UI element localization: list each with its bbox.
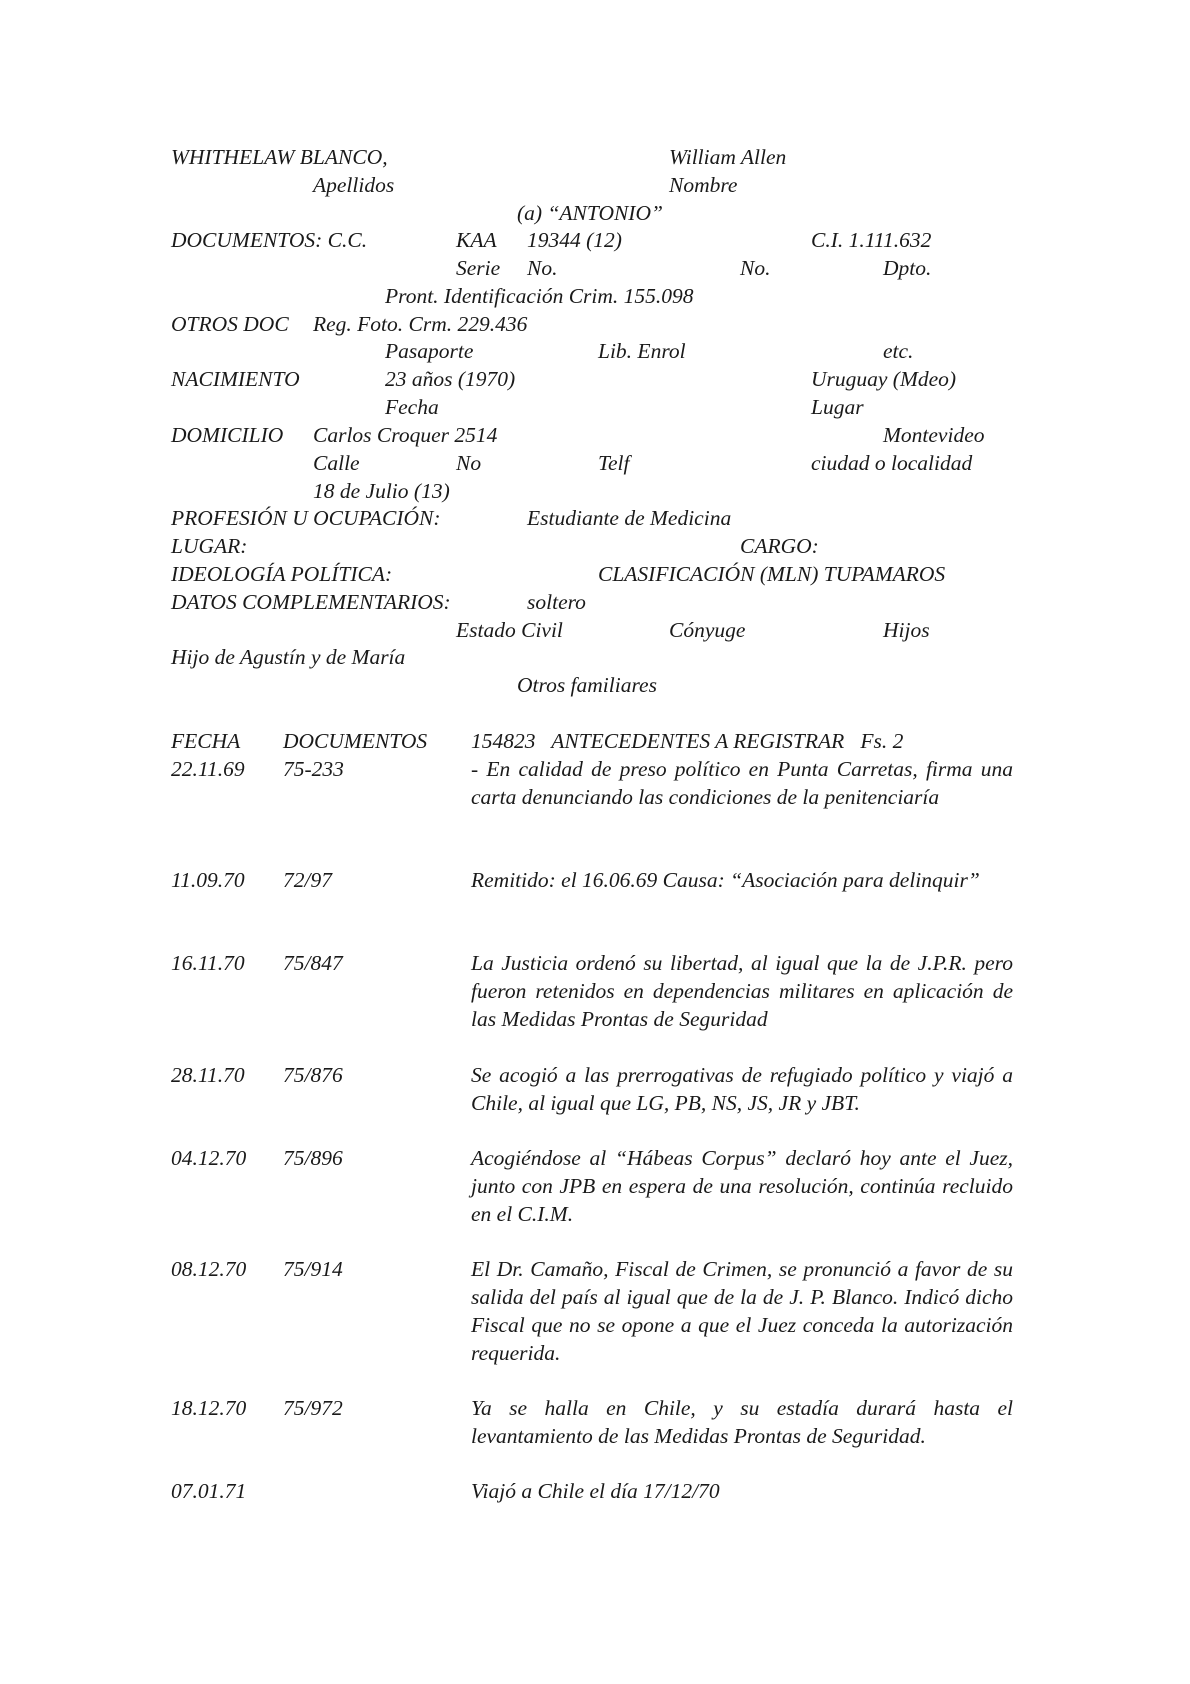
datos-complementarios-label: DATOS COMPLEMENTARIOS: xyxy=(171,590,451,614)
serie-label: Serie xyxy=(456,256,501,280)
table-row-fecha: 18.12.70 xyxy=(171,1396,247,1420)
nombre-value: William Allen xyxy=(669,145,787,169)
lugar-trabajo-label: LUGAR: xyxy=(171,534,248,558)
table-row-fecha: 11.09.70 xyxy=(171,868,245,892)
domicilio-extra: 18 de Julio (13) xyxy=(313,479,450,503)
profesion-value: Estudiante de Medicina xyxy=(527,506,732,530)
table-row-text: Ya se halla en Chile, y su estadía durará hasta el levantamiento de las Medidas Prontas de Seguridad. xyxy=(471,1396,1013,1448)
domicilio-ciudad: Montevideo xyxy=(883,423,985,447)
hijos-label: Hijos xyxy=(883,618,930,642)
table-row-fecha: 08.12.70 xyxy=(171,1257,247,1281)
nacimiento-fecha: 23 años (1970) xyxy=(385,367,516,391)
cc-serie: KAA xyxy=(456,228,497,252)
lugar-label: Lugar xyxy=(811,395,864,419)
conyuge-label: Cónyuge xyxy=(669,618,746,642)
table-row-text: Viajó a Chile el día 17/12/70 xyxy=(471,1479,720,1503)
calle-label: Calle xyxy=(313,451,360,475)
table-row-doc: 72/97 xyxy=(283,868,332,892)
fecha-label: Fecha xyxy=(385,395,439,419)
cargo-label: CARGO: xyxy=(740,534,819,558)
col-header-documentos: DOCUMENTOS xyxy=(283,729,428,753)
table-row-text: Se acogió a las prerrogativas de refugiado político y viajó a Chile, al igual que LG, PB, NS, JS, JR y JBT. xyxy=(471,1063,1013,1115)
domicilio-calle: Carlos Croquer 2514 xyxy=(313,423,498,447)
nacimiento-label: NACIMIENTO xyxy=(171,367,300,391)
table-row-text: La Justicia ordenó su libertad, al igual que la de J.P.R. pero fueron retenidos en dependencias militares en aplicación de las Medidas Prontas de Seguridad xyxy=(471,951,1013,1031)
table-row-doc: 75/896 xyxy=(283,1146,343,1170)
table-row-fecha: 22.11.69 xyxy=(171,757,245,781)
clasificacion: CLASIFICACIÓN (MLN) TUPAMAROS xyxy=(598,562,946,586)
table-row-doc: 75/914 xyxy=(283,1257,343,1281)
otros-familiares-label: Otros familiares xyxy=(517,673,657,697)
alias: (a) “ANTONIO” xyxy=(517,201,663,225)
nacimiento-lugar: Uruguay (Mdeo) xyxy=(811,367,957,391)
table-row-doc: 75/876 xyxy=(283,1063,343,1087)
apellidos-label: Apellidos xyxy=(313,173,395,197)
lib-enrol-label: Lib. Enrol xyxy=(598,339,686,363)
cc-number: 19344 (12) xyxy=(527,228,622,252)
table-row-doc: 75-233 xyxy=(283,757,344,781)
no-label: No. xyxy=(527,256,558,280)
dpto-label: Dpto. xyxy=(883,256,932,280)
telf-label: Telf xyxy=(598,451,630,475)
familiares-value: Hijo de Agustín y de María xyxy=(171,645,406,669)
table-row-text: El Dr. Camaño, Fiscal de Crimen, se pronunció a favor de su salida del país al igual que de la de J. P. Blanco. Indicó dicho Fiscal que no se opone a que el Juez conceda la autorización requerida. xyxy=(471,1257,1013,1365)
apellidos-value: WHITHELAW BLANCO, xyxy=(171,145,388,169)
table-row-fecha: 07.01.71 xyxy=(171,1479,247,1503)
ci-no-label: No. xyxy=(740,256,771,280)
estado-civil-value: soltero xyxy=(527,590,586,614)
table-row-fecha: 28.11.70 xyxy=(171,1063,245,1087)
col-header-antecedentes: 154823 ANTECEDENTES A REGISTRAR Fs. 2 xyxy=(471,729,904,753)
ciudad-label: ciudad o localidad xyxy=(811,451,973,475)
table-row-doc: 75/847 xyxy=(283,951,343,975)
col-header-fecha: FECHA xyxy=(171,729,241,753)
table-row-fecha: 04.12.70 xyxy=(171,1146,247,1170)
domicilio-label: DOMICILIO xyxy=(171,423,284,447)
otros-doc-label: OTROS DOC xyxy=(171,312,289,336)
estado-civil-label: Estado Civil xyxy=(456,618,563,642)
pasaporte-label: Pasaporte xyxy=(385,339,474,363)
nombre-label: Nombre xyxy=(669,173,738,197)
otros-doc-value: Reg. Foto. Crm. 229.436 xyxy=(313,312,528,336)
documentos-label: DOCUMENTOS: C.C. xyxy=(171,228,368,252)
table-row-doc: 75/972 xyxy=(283,1396,343,1420)
prontuario: Pront. Identificación Crim. 155.098 xyxy=(385,284,694,308)
table-row-text: - En calidad de preso político en Punta Carretas, firma una carta denunciando las condiciones de la penitenciaría xyxy=(471,757,1013,809)
table-row-text: Acogiéndose al “Hábeas Corpus” declaró hoy ante el Juez, junto con JPB en espera de una resolución, continúa recluido en el C.I.M. xyxy=(471,1146,1013,1226)
table-row-fecha: 16.11.70 xyxy=(171,951,245,975)
table-row-text: Remitido: el 16.06.69 Causa: “Asociación para delinquir” xyxy=(471,868,980,892)
profesion-label: PROFESIÓN U OCUPACIÓN: xyxy=(171,506,441,530)
domicilio-no-label: No xyxy=(456,451,482,475)
etc-label: etc. xyxy=(883,339,914,363)
ideologia-label: IDEOLOGÍA POLÍTICA: xyxy=(171,562,393,586)
ci-number: C.I. 1.111.632 xyxy=(811,228,932,252)
